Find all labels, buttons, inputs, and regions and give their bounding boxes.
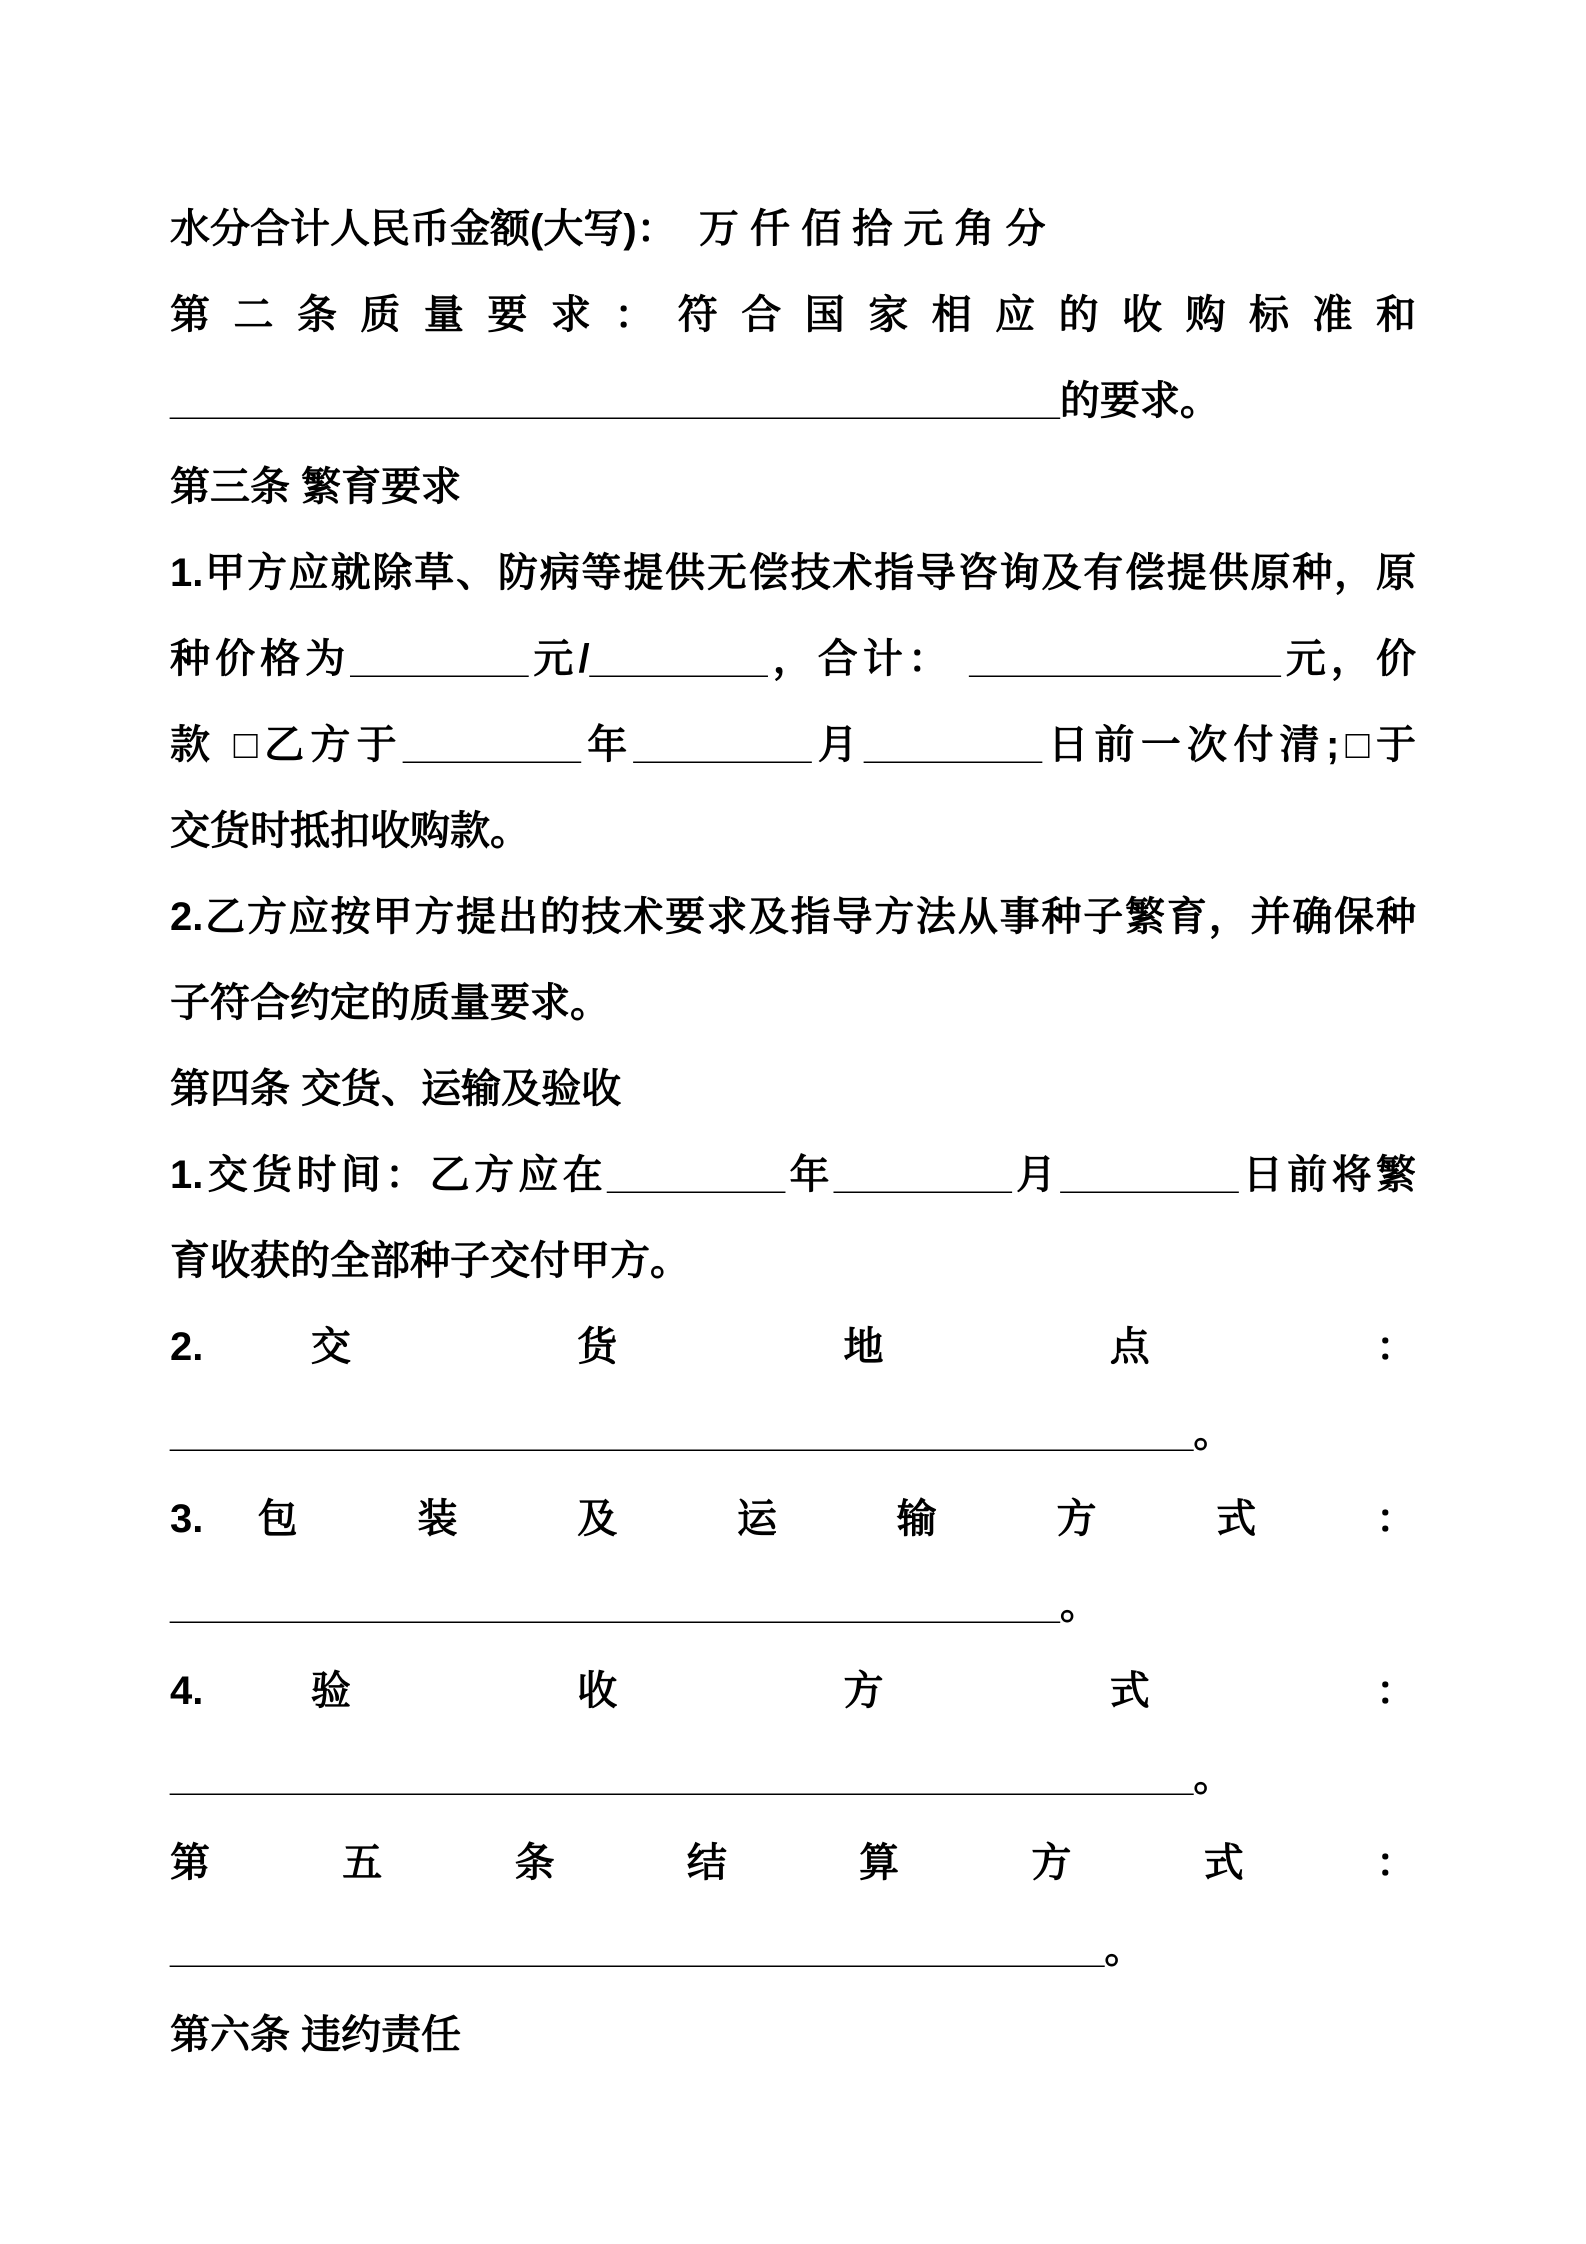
- clause4-item4-blank: ______________________________________________。: [170, 1755, 1234, 1799]
- clause4-item4-acceptance-label: 4.验 收 方 式 ：: [170, 1669, 1416, 1713]
- clause3-item2-line2: 子符合约定的质量要求。: [170, 981, 610, 1025]
- clause4-item1-line1: 1.交货时间：乙方应在________年________月________日前将繁: [170, 1153, 1416, 1197]
- clause3-item1-line2: 种价格为________元/________，合计： ______________元，价: [170, 637, 1416, 681]
- clause5-blank: __________________________________________。: [170, 1927, 1145, 1971]
- clause3-item1-line4: 交货时抵扣收购款。: [170, 809, 530, 853]
- clause4-heading: 第四条 交货、运输及验收: [170, 1067, 622, 1111]
- clause3-item2-line1: 2.乙方应按甲方提出的技术要求及指导方法从事种子繁育，并确保种: [170, 895, 1416, 939]
- clause4-item1-line2: 育收获的全部种子交付甲方。: [170, 1239, 690, 1283]
- amount-in-words-line: 水分合计人民币金额(大写)： 万 仟 佰 拾 元 角 分: [170, 207, 1046, 251]
- clause3-item1-line1: 1.甲方应就除草、防病等提供无偿技术指导咨询及有偿提供原种，原: [170, 551, 1416, 595]
- clause3-item1-line3-checkboxes: 款 □乙方于________年________月________日前一次付清;□于: [170, 723, 1416, 767]
- document-content: [170, 186, 1416, 2078]
- clause4-item2-delivery-place-label: 2.交 货 地 点 ：: [170, 1325, 1416, 1369]
- clause2-quality-line1: 第 二 条 质 量 要 求 ： 符 合 国 家 相 应 的 收 购 标 准 和: [170, 293, 1416, 337]
- clause2-quality-line2-blank: ________________________________________的要求。: [170, 379, 1220, 423]
- clause5-settlement-label: 第 五 条 结 算 方 式 ：: [170, 1841, 1416, 1885]
- clause4-item2-blank: ______________________________________________。: [170, 1411, 1234, 1455]
- clause6-heading: 第六条 违约责任: [170, 2013, 462, 2057]
- clause4-item3-packing-transport-label: 3.包 装 及 运 输 方 式 ：: [170, 1497, 1416, 1541]
- clause3-heading: 第三条 繁育要求: [170, 465, 462, 509]
- clause4-item3-blank: ________________________________________。: [170, 1583, 1100, 1627]
